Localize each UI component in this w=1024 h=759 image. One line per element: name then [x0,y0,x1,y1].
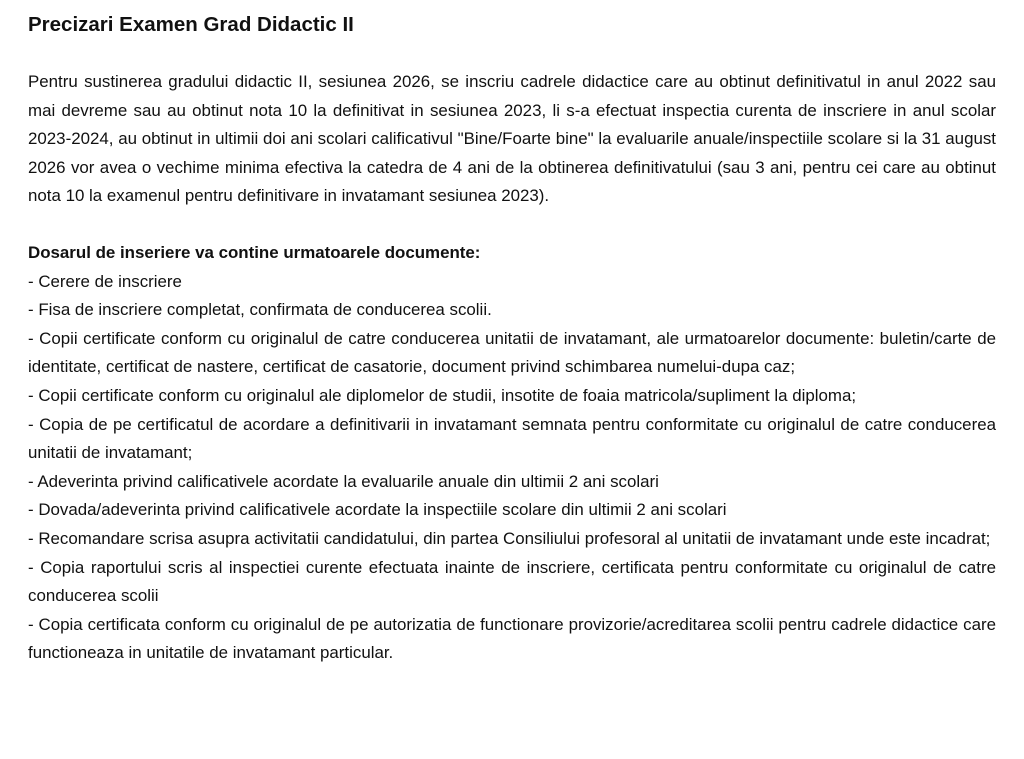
list-item: - Copia certificata conform cu originalul de pe autorizatia de functionare provizorie/acreditarea scolii pentru cadrele didactice care functioneaza in unitatile de invatamant particular. [28,614,996,663]
documents-list [28,268,996,668]
list-item: - Copii certificate conform cu originalul ale diplomelor de studii, insotite de foaia matricola/supliment la diploma; [28,385,857,405]
list-item: - Copia raportului scris al inspectiei curente efectuata inainte de inscriere, certificata pentru conformitate cu originalul de catre conducerea scolii [28,557,996,606]
list-item: - Copia de pe certificatul de acordare a definitivarii in invatamant semnata pentru conformitate cu originalul de catre conducerea unitatii de invatamant; [28,414,996,463]
list-item: - Recomandare scrisa asupra activitatii candidatului, din partea Consiliului profesoral al unitatii de invatamant unde este incadrat; [28,528,991,548]
list-item: - Copii certificate conform cu originalul de catre conducerea unitatii de invatamant, ale urmatoarelor documente: buletin/carte de identitate, certificat de nastere, certificat de casatorie, document privind schimbarea numelui-dupa caz; [28,328,996,377]
list-item: - Dovada/adeverinta privind calificativele acordate la inspectiile scolare din ultimii 2 ani scolari [28,500,727,520]
list-item: - Adeverinta privind calificativele acordate la evaluarile anuale din ultimii 2 ani scolari [28,471,659,491]
list-item: - Cerere de inscriere [28,271,182,291]
documents-list-heading: Dosarul de inseriere va contine urmatoarele documente: [28,242,481,262]
intro-paragraph: Pentru sustinerea gradului didactic II, sesiunea 2026, se inscriu cadrele didactice care au obtinut definitivatul in anul 2022 sau mai devreme sau au obtinut nota 10 la definitivat in sesiunea 2023, li s-a efectuat inspectia curenta de inscriere in anul scolar 2023-2024, au obtinut in ultimii doi ani scolari calificativul "Bine/Foarte bine" la evaluarile anuale/inspectiile scolare si la 31 august 2026 vor avea o vechime minima efectiva la catedra de 4 ani de la obtinerea definitivatului (sau 3 ani, pentru cei care au obtinut nota 10 la examenul pentru definitivare in invatamant sesiunea 2023). [28,72,996,206]
list-item: - Fisa de inscriere completat, confirmata de conducerea scolii. [28,300,492,320]
page-title: Precizari Examen Grad Didactic II [28,13,354,36]
